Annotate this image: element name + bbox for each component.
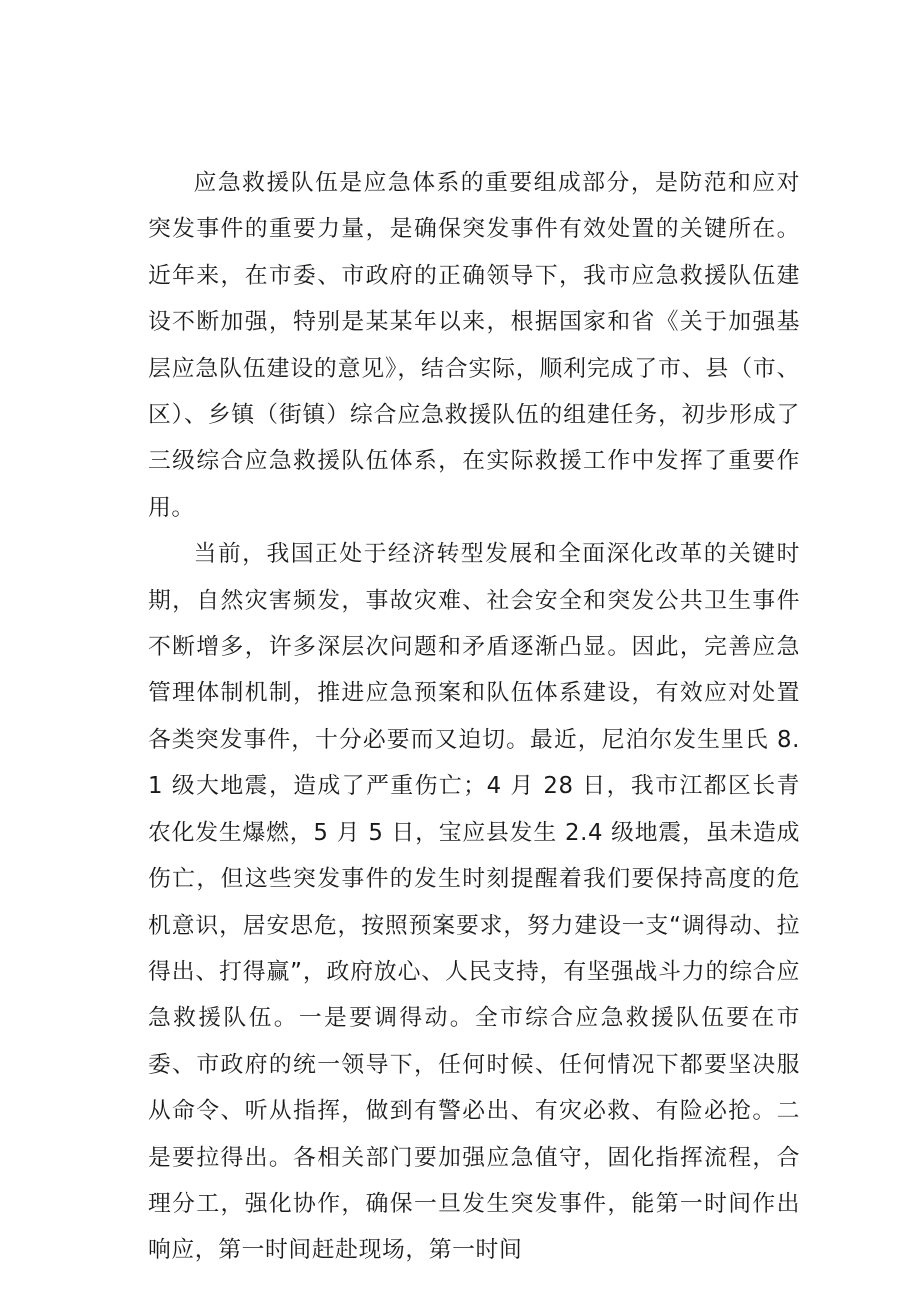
paragraph-2: 当前，我国正处于经济转型发展和全面深化改革的关键时期，自然灾害频发，事故灾难、社会安全和突发公共卫生事件不断增多，许多深层次问题和矛盾逐渐凸显。因此，完善应急管理体制机制，推进应急预案和队伍体系建设，有效应对处置各类突发事件，十分必要而又迫切。最近，尼泊尔发生里氏 8.1 级大地震，造成了严重伤亡；4 月 28 日，我市江都区长青农化发生爆燃，5 月 5 日，宝应县发生 2.4 级地震，虽未造成伤亡，但这些突发事件的发生时刻提醒着我们要保持高度的危机意识，居安思危，按照预案要求，努力建设一支“调得动、拉得出、打得赢”，政府放心、人民支持，有坚强战斗力的综合应急救援队伍。一是要调得动。全市综合应急救援队伍要在市委、市政府的统一领导下，任何时候、任何情况下都要坚决服从命令、听从指挥，做到有警必出、有灾必救、有险必抢。二是要拉得出。各相关部门要加强应急值守，固化指挥流程，合理分工，强化协作，确保一旦发生突发事件，能第一时间作出响应，第一时间赶赴现场，第一时间: [148, 541, 800, 1264]
document-body: [148, 160, 800, 1274]
paragraph-1: 应急救援队伍是应急体系的重要组成部分，是防范和应对突发事件的重要力量，是确保突发事件有效处置的关键所在。近年来，在市委、市政府的正确领导下，我市应急救援队伍建设不断加强，特别是某某年以来，根据国家和省《关于加强基层应急队伍建设的意见》，结合实际，顺利完成了市、县（市、区）、乡镇（街镇）综合应急救援队伍的组建任务，初步形成了三级综合应急救援队伍体系，在实际救援工作中发挥了重要作用。: [148, 170, 800, 521]
